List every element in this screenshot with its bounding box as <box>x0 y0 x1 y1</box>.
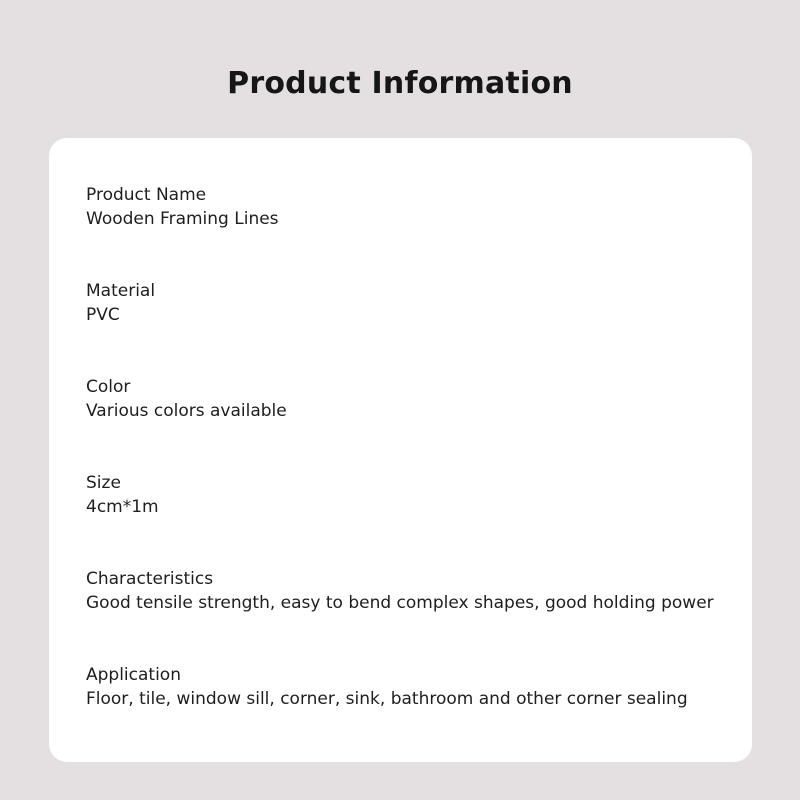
info-value: PVC <box>86 305 120 325</box>
info-label: Size <box>86 473 121 493</box>
info-label: Material <box>86 281 156 301</box>
info-label: Color <box>86 377 131 397</box>
info-value: 4cm*1m <box>86 497 159 517</box>
info-row-material <box>86 279 752 375</box>
info-row-application <box>86 663 752 759</box>
info-value: Floor, tile, window sill, corner, sink, bathroom and other corner sealing <box>86 689 688 709</box>
info-row-characteristics <box>86 567 752 663</box>
info-value: Wooden Framing Lines <box>86 209 279 229</box>
info-value: Good tensile strength, easy to bend complex shapes, good holding power <box>86 593 714 613</box>
info-label: Application <box>86 665 181 685</box>
info-card <box>49 138 752 762</box>
info-row-size <box>86 471 752 567</box>
info-label: Characteristics <box>86 569 214 589</box>
page-title: Product Information <box>227 66 573 101</box>
info-row-product-name <box>86 183 752 279</box>
info-value: Various colors available <box>86 401 287 421</box>
info-label: Product Name <box>86 185 207 205</box>
info-row-color <box>86 375 752 471</box>
